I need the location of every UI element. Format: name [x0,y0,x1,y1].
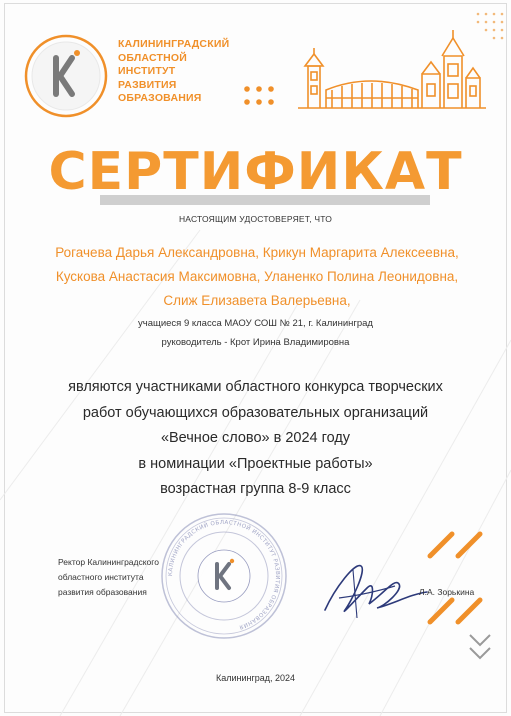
signatory-position: Ректор Калининградского областного института развития образования [58,557,159,597]
recipient-line: Слиж Елизавета Валерьевна, [163,293,351,308]
recipient-line: Рогачева Дарья Александровна, Крикун Маргарита Алексеевна, [55,245,459,260]
official-stamp-icon [158,510,290,642]
school-line: учащиеся 9 класса МАОУ СОШ № 21, г. Калининград [138,318,373,329]
recipient-line: Кускова Анастасия Максимовна, Уланенко Полина Леонидовна, [55,269,459,284]
city-date: Калининград, 2024 [215,673,296,683]
certify-text: НАСТОЯЩИМ УДОСТОВЕРЯЕТ, ЧТО [178,214,333,224]
supervisor-line: руководитель - Крот Ирина Владимировна [161,337,350,348]
signature-icon [315,548,435,628]
certificate-body: являются участниками областного конкурса творческих работ обучающихся образовательных организаций «Вечное слово» в 2024 году в номинации «Проектные работы» возрастная группа 8-9 класс [68,379,443,497]
building-illustration-icon [290,28,490,110]
institute-logo-icon [20,30,112,122]
certificate-title: СЕРТИФИКАТ [48,142,463,202]
recipients-list [22,241,492,313]
accent-dots [244,86,274,105]
organization-name: КАЛИНИНГРАДСКИЙ ОБЛАСТНОЙ ИНСТИТУТ РАЗВИТИЯ ОБРАЗОВАНИЯ [118,38,230,105]
svg-text:КАЛИНИНГРАДСКИЙ ОБЛАСТНОЙ ИНСТ: КАЛИНИНГРАДСКИЙ ОБЛАСТНОЙ ИНСТИТУТ РАЗВИТИЯ ОБРАЗОВАНИЯ [167,519,281,630]
recipient-details [0,314,511,352]
chevron-marks [470,635,490,658]
signatory-name: Л.А. Зорькина [419,587,475,597]
